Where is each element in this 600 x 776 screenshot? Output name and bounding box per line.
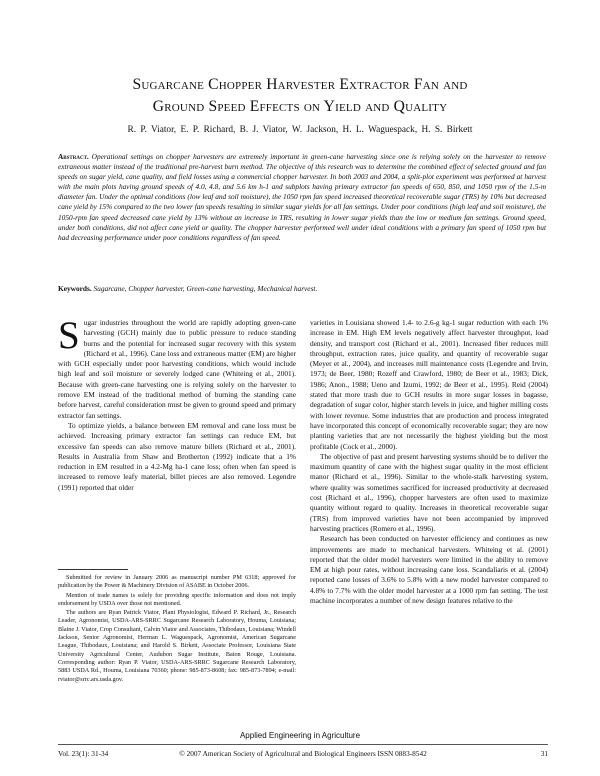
footnote-trade-names: Mention of trade names is solely for providing specific information and does not imply endorsement by USDA over those not mentioned. <box>58 591 296 607</box>
right-paragraph-1: varieties in Louisiana showed 1.4- to 2.6-g kg-1 sugar reduction with each 1% increase in EM. High EM levels negatively affect harvester throughput, load density, and transport cost (Richard et al., 2001). Increased fiber reduces mill throughput, extraction rates, juice quality, and quantity of recoverable sugar (Meyer et al., 2004), and increases mill maintenance costs (Legendre and Irvin, 1973; de Beer, 1980; Rozeff and Crawford, 1980; de Beer et al., 1983; Dick, 1986; Anon., 1988; Ueno and Izumi, 1992; de Beer et al., 1995). Reid (2004) stated that more trash due to GCH results in more sugar losses in bagasse, degradation of sugar color, higher starch levels in juice, and higher milling costs with lower revenue. Some industries that are production and process integrated have incorporated this concept of economically recoverable sugar; they are now planting varieties that are not necessarily the highest yielding but the most profitable (Cock et al., 2000). <box>310 318 548 451</box>
author-list: R. P. Viator, E. P. Richard, B. J. Viator, W. Jackson, H. L. Waguespack, H. S. Birkett <box>127 125 473 135</box>
keywords-text: Sugarcane, Chopper harvester, Green-cane harvesting, Mechanical harvest. <box>91 284 318 293</box>
footnote-submission: Submitted for review in January 2006 as manuscript number PM 6318; approved for publication by the Power & Machinery Division of ASABE in October 2006. <box>58 574 296 590</box>
volume-info: Vol. 23(1): 31-34 <box>58 749 109 758</box>
footnotes <box>58 574 296 685</box>
abstract-label: Abstract. <box>58 152 89 161</box>
paper-title <box>40 74 560 118</box>
page-footer <box>58 744 548 757</box>
footnote-divider <box>58 569 128 570</box>
footnote-authors: The authors are Ryan Patrick Viator, Plant Physiologist, Edward P. Richard, Jr., Research Leader, Agronomist, USDA-ARS-SRRC Sugarcane Research Laboratory, Houma, Louisiana; Blaine J. Viator, Crop Consultant, Calvin Viator and Associates, Thibodaux, Louisiana; Windell Jackson, Senior Agronomist, Herman L. Waguespack, Agronomist, American Sugarcane League, Thibodaux, Louisiana; and Harold S. Birkett, Associate Professor, Louisiana State University Agricultural Center, Audubon Sugar Institute, Baton Rouge, Louisiana. Corresponding author: Ryan P. Viator, USDA-ARS-SRRC Sugarcane Research Laboratory, 5883 USDA Rd., Houma, Louisiana 70360; phone: 985-873-8608; fax: 985-873-7894; e-mail: rviator@srrc.ars.usda.gov. <box>58 609 296 683</box>
intro-paragraph-1 <box>58 314 296 421</box>
drop-cap: S <box>58 314 80 357</box>
body-column-right <box>310 318 548 606</box>
intro-paragraph-2: To optimize yields, a balance between EM removal and cane loss must be achieved. Increasing primary extractor fan settings can reduce EM, but excessive fan speeds can also remove mature billets (Richard et al., 2001). Results in Australia from Shaw and Brotherton (1992) indicate that a 1% reduction in EM resulted in a 4.2-Mg ha-1 cane loss; often when fan speed is increased to remove leafy material, billet pieces are also removed. Legendre (1991) reported that older <box>58 420 296 492</box>
keywords-label: Keywords. <box>58 284 92 293</box>
keywords <box>58 284 546 294</box>
title-line-2: Ground Speed Effects on Yield and Quality <box>152 98 448 115</box>
right-paragraph-2: The objective of past and present harvesting systems should be to deliver the maximum quantity of cane with the highest sugar quality in the most efficient manor (Richard et al., 1996). Similar to the whole-stalk harvesting system, where quality was sometimes sacrificed for increased productivity at decreased cost (Richard et al., 1996), chopper harvesters are often used to maximize quantity without regard to quality. Increases in theoretical recoverable sugar (TRS) from improved varieties have not been accompanied by improved harvesting practices (Romero et al., 1996). <box>310 451 548 533</box>
body-column-left <box>58 314 296 493</box>
title-line-1: Sugarcane Chopper Harvester Extractor Fan and <box>132 76 468 93</box>
intro-paragraph-1-text: ugar industries throughout the world are rapidly adopting green-cane harvesting (GCH) mainly due to public pressure to reduce standing burns and the potential for increased sugar recovery with this system (Richard et al., 1996). Cane loss and extraneous matter (EM) are higher with GCH especially under poor harvesting conditions, which would include high leaf and soil moisture or severely lodged cane (Whiteing et al., 2001). Because with green-cane harvesting one is relying solely on the harvester to remove EM instead of the traditional method of burning the standing cane before harvest, careful consideration must be given to ground speed and primary extractor fan settings. <box>58 318 296 420</box>
abstract-text: Operational settings on chopper harvesters are extremely important in green-cane harvesting since one is relying solely on the harvester to remove extraneous matter instead of the traditional pre-harvest burn method. The objective of this research was to determine the combined effect of selected ground and fan speeds on sugar yield, cane quality, and field losses using a commercial chopper harvester. In both 2003 and 2004, a split-plot experiment was performed at harvest with the main plots having ground speeds of 4.0, 4.8, and 5.6 km h-1 and subplots having primary extractor fan speeds of 650, 850, and 1050 rpm of the 1.5-m diameter fan. Under the optimal conditions (low leaf and soil moisture), the 1050 rpm fan speed increased theoretical recoverable sugar (TRS) by 10% but decreased cane yield by 15% compared to the two lower fan speeds resulting in similar sugar yields for all fan settings. Under poor conditions (high leaf and soil moisture), the 1050-rpm fan speed decreased cane yield by 13% without an increase in TRS, resulting in lower sugar yields than the low or medium fan settings. Ground speed, under both conditions, did not affect cane yield or quality. The chopper harvester performed well under ideal conditions with a primary fan speed of 1050 rpm but had decreasing performance under poor conditions regardless of fan speed. <box>58 152 546 242</box>
page-number: 31 <box>540 749 548 758</box>
journal-name: Applied Engineering in Agriculture <box>239 731 361 740</box>
copyright-notice: © 2007 American Society of Agricultural and Biological Engineers ISSN 0883-8542 <box>179 749 427 758</box>
right-paragraph-3: Research has been conducted on harvester efficiency and continues as new improvements are made to mechanical harvesters. Whiteing et al. (2001) reported that the older model harvesters were limited in the ability to remove EM at high pour rates, without increasing cane loss. Scandaliaris et al. (2004) reported cane losses of 3.6% to 5.8% with a new model harvester compared to 4.8% to 7.7% with the older model harvester at a 1000 rpm fan setting. The test machine incorporates a number of new design features relative to the <box>310 534 548 606</box>
abstract <box>58 152 546 243</box>
